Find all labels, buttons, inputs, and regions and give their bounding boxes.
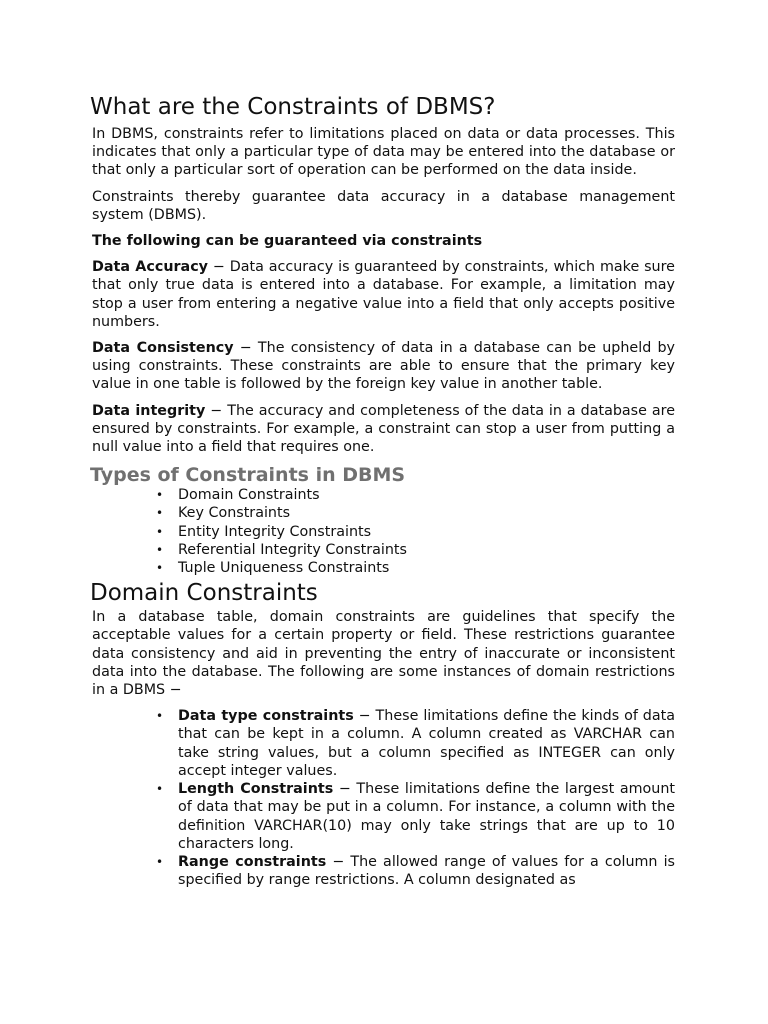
types-list bbox=[92, 486, 675, 577]
item-text: − The allowed range of values for a column is specified by range restrictions. A column designated as bbox=[178, 853, 675, 889]
guarantee-term: Data integrity bbox=[92, 402, 206, 419]
guarantee-text: − The consistency of data in a database can be upheld by using constraints. These constraints are able to ensure that the primary key value in one table is followed by the foreign key value in another table. bbox=[92, 340, 675, 393]
domain-items-list bbox=[92, 707, 675, 889]
guarantee-term: Data Accuracy bbox=[92, 259, 208, 276]
domain-title: Domain Constraints bbox=[90, 580, 318, 607]
item-text: − These limitations define the kinds of data that can be kept in a column. A column created as VARCHAR can take string values, but a column specified as INTEGER can only accept integer values. bbox=[178, 708, 675, 779]
guarantee-text: − Data accuracy is guaranteed by constraints, which make sure that only true data is entered into a database. For example, a limitation may stop a user from entering a negative value into a field that only accepts positive numbers. bbox=[92, 259, 675, 330]
types-heading: Types of Constraints in DBMS bbox=[90, 464, 406, 487]
guarantee-heading bbox=[92, 232, 675, 250]
guarantee-heading-text: The following can be guaranteed via constraints bbox=[92, 233, 483, 250]
intro-paragraph-1: In DBMS, constraints refer to limitations placed on data or data processes. This indicates that only a particular type of data may be entered into the database or that only a particular sort of operation can be performed on the data inside. bbox=[92, 126, 675, 179]
list-item: • Entity Integrity Constraints bbox=[178, 523, 675, 541]
list-item bbox=[178, 780, 675, 853]
guarantee-data-accuracy bbox=[92, 258, 675, 331]
list-item bbox=[178, 707, 675, 780]
list-item: • Domain Constraints bbox=[178, 486, 675, 504]
document-page bbox=[92, 92, 675, 889]
item-term: Length Constraints bbox=[178, 781, 334, 798]
domain-intro: In a database table, domain constraints are guidelines that specify the acceptable values for a certain property or field. These restrictions guarantee data consistency and aid in preventing the entry of inaccurate or inconsistent data into the database. The following are some instances of domain restrictions in a DBMS − bbox=[92, 609, 675, 699]
guarantee-data-integrity bbox=[92, 402, 675, 457]
list-item: • Referential Integrity Constraints bbox=[178, 541, 675, 559]
list-item bbox=[178, 853, 675, 889]
item-term: Data type constraints bbox=[178, 708, 354, 725]
guarantee-text: − The accuracy and completeness of the data in a database are ensured by constraints. For example, a constraint can stop a user from putting a null value into a field that requires one. bbox=[92, 402, 675, 456]
list-item: • Tuple Uniqueness Constraints bbox=[178, 559, 675, 577]
guarantee-data-consistency bbox=[92, 339, 675, 394]
item-text: − These limitations define the largest amount of data that may be put in a column. For instance, a column with the definition VARCHAR(10) may only take strings that are up to 10 characters long. bbox=[178, 781, 675, 852]
item-term: Range constraints bbox=[178, 853, 327, 870]
list-item: • Key Constraints bbox=[178, 504, 675, 522]
guarantee-term: Data Consistency bbox=[92, 340, 234, 357]
page-title: What are the Constraints of DBMS? bbox=[90, 94, 496, 120]
intro-paragraph-2: Constraints thereby guarantee data accuracy in a database management system (DBMS). bbox=[92, 188, 675, 223]
